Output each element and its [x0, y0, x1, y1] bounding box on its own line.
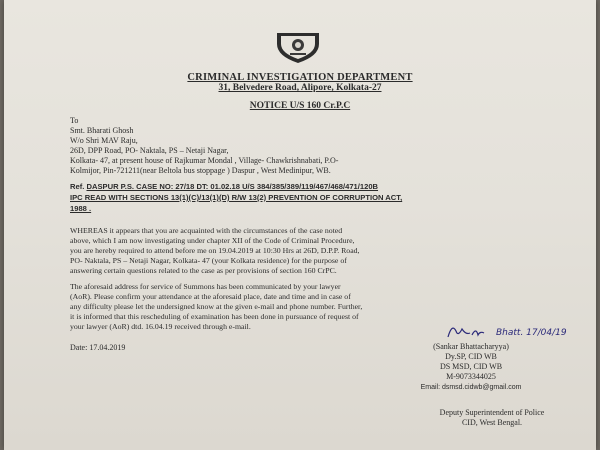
notice-date: Date: 17.04.2019 — [70, 343, 126, 352]
notice-document — [4, 0, 596, 450]
addressee-line: Kolkata- 47, at present house of Rajkumar Mondal , Village- Chawkrishnabati, P.O- — [70, 156, 339, 165]
addressee-line: Kolmijor, Pin-721211(near Beltola bus stoppage ) Daspur , West Medinipur, WB. — [70, 166, 331, 175]
signatory-designation: DS MSD, CID WB — [439, 362, 503, 371]
signatory-phone: M-9073344025 — [446, 372, 496, 381]
department-address: 31, Belvedere Road, Alipore, Kolkata-27 — [218, 83, 382, 93]
reference-text: DASPUR P.S. CASE NO: 27/18 DT: 01.02.18 U/S 384/385/389/119/467/468/471/120B — [86, 182, 379, 191]
signatory-designation: Dy.SP, CID WB — [445, 352, 497, 361]
department-region: CID, West Bengal. — [461, 418, 523, 427]
reference-line: 1988 . — [70, 204, 92, 213]
addressee-line: To — [70, 116, 79, 125]
department-heading: CRIMINAL INVESTIGATION DEPARTMENT — [187, 72, 413, 83]
reference-line: IPC READ WITH SECTIONS 13(1)(C)/13(1)(D) R/W 13(2) PREVENTION OF CORRUPTION ACT, — [70, 193, 403, 202]
body-line: above, which I am now investigating under chapter XII of the Code of Criminal Procedure, — [70, 236, 355, 245]
body-line: (AoR). Please confirm your attendance at the aforesaid place, date and time and in case of — [70, 292, 351, 301]
signature-date: Bhatt. 17/04/19 — [496, 328, 567, 338]
body-line: The aforesaid address for service of Summons has been communicated by your lawyer — [70, 282, 341, 291]
handwritten-signature — [444, 321, 567, 343]
addressee-line: Smt. Bharati Ghosh — [70, 126, 134, 135]
addressee-line: 26D, DPP Road, PO- Naktala, PS – Netaji Nagar, — [70, 146, 229, 155]
signatory-email: Email: dsmsd.cidwb@gmail.com — [420, 384, 522, 391]
body-line: it is informed that this rescheduling of examination has been done in pursuance of request of — [70, 312, 359, 321]
body-line: WHEREAS it appears that you are acquainted with the circumstances of the case noted — [70, 226, 343, 235]
department-title: Deputy Superintendent of Police — [439, 408, 545, 417]
body-line: PO- Naktala, PS – Netaji Nagar, Kolkata- 47 (your Kolkata residence) for the purpose of — [70, 256, 347, 265]
reference-line — [70, 182, 378, 192]
addressee-line: W/o Shri MAV Raju, — [70, 136, 138, 145]
body-line: any difficulty please let the undersigned know at the given e-mail and phone number. Further, — [70, 302, 363, 311]
signatory-name: (Sankar Bhattacharyya) — [433, 342, 509, 351]
notice-title: NOTICE U/S 160 Cr.P.C — [249, 101, 351, 111]
police-emblem-icon — [273, 30, 323, 64]
body-line: you are hereby required to attend before me on 19.04.2019 at 10:30 Hrs at 26D, D.P.P. Road, — [70, 246, 360, 255]
body-line: your lawyer (AoR) dtd. 16.04.19 received through e-mail. — [70, 322, 251, 331]
reference-label: Ref. — [70, 182, 85, 191]
body-line: answering certain questions related to the case as per provisions of section 160 CrPC. — [70, 266, 337, 275]
